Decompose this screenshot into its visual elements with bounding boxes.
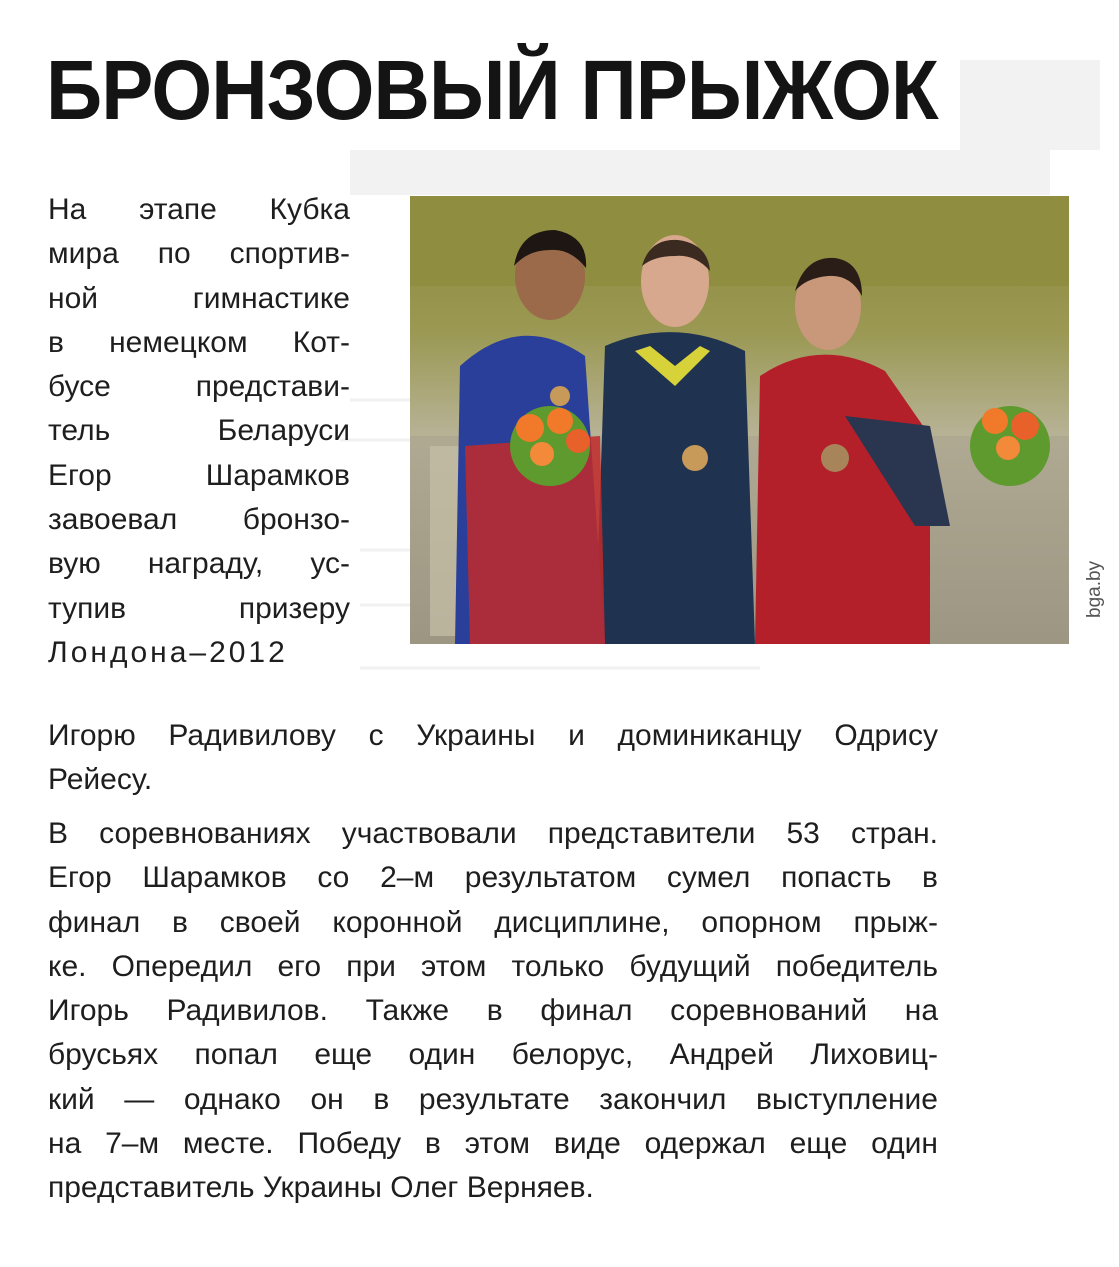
body-line: Игорь Радивилов. Также в финал соревнований на (48, 994, 938, 1028)
body-line: финал в своей коронной дисциплине, опорном прыж- (48, 905, 938, 939)
intro-line: тель Беларуси (48, 414, 350, 448)
body-line: В соревнованиях участвовали представители 53 стран. (48, 817, 938, 850)
podium-photo-icon (410, 196, 1069, 644)
intro-line: Лондона–2012 (48, 635, 288, 669)
intro-line: бусе представи- (48, 370, 350, 404)
intro-continuation-line: Игорю Радивилову с Украины и доминиканцу Одрису (48, 719, 938, 752)
intro-continuation (48, 714, 938, 803)
intro-continuation-line: Рейесу. (48, 763, 153, 797)
intro-line: Егор Шарамков (48, 458, 350, 492)
podium-photo (410, 196, 1069, 644)
intro-line: мира по спортив- (48, 237, 350, 271)
intro-line: На этапе Кубка (48, 193, 350, 226)
body-line: представитель Украины Олег Верняев. (48, 1171, 594, 1205)
body-line: на 7–м месте. Победу в этом виде одержал еще один (48, 1127, 938, 1161)
intro-column (48, 188, 350, 675)
body-line: ке. Опередил его при этом только будущий победитель (48, 949, 938, 983)
intro-line: завоевал бронзо- (48, 503, 350, 537)
intro-line: тупив призеру (48, 591, 350, 625)
body-line: кий — однако он в результате закончил выступление (48, 1082, 938, 1116)
article-body (48, 812, 938, 1211)
article-title: БРОНЗОВЫЙ ПРЫЖОК (46, 43, 938, 137)
intro-line: ной гимнастике (48, 281, 350, 315)
photo-credit: bga.by (1084, 560, 1105, 618)
intro-line: в немецком Кот- (48, 325, 350, 359)
body-line: брусьях попал еще один белорус, Андрей Лиховиц- (48, 1038, 938, 1072)
body-line: Егор Шарамков со 2–м результатом сумел попасть в (48, 861, 938, 895)
intro-line: вую награду, ус- (48, 547, 350, 581)
